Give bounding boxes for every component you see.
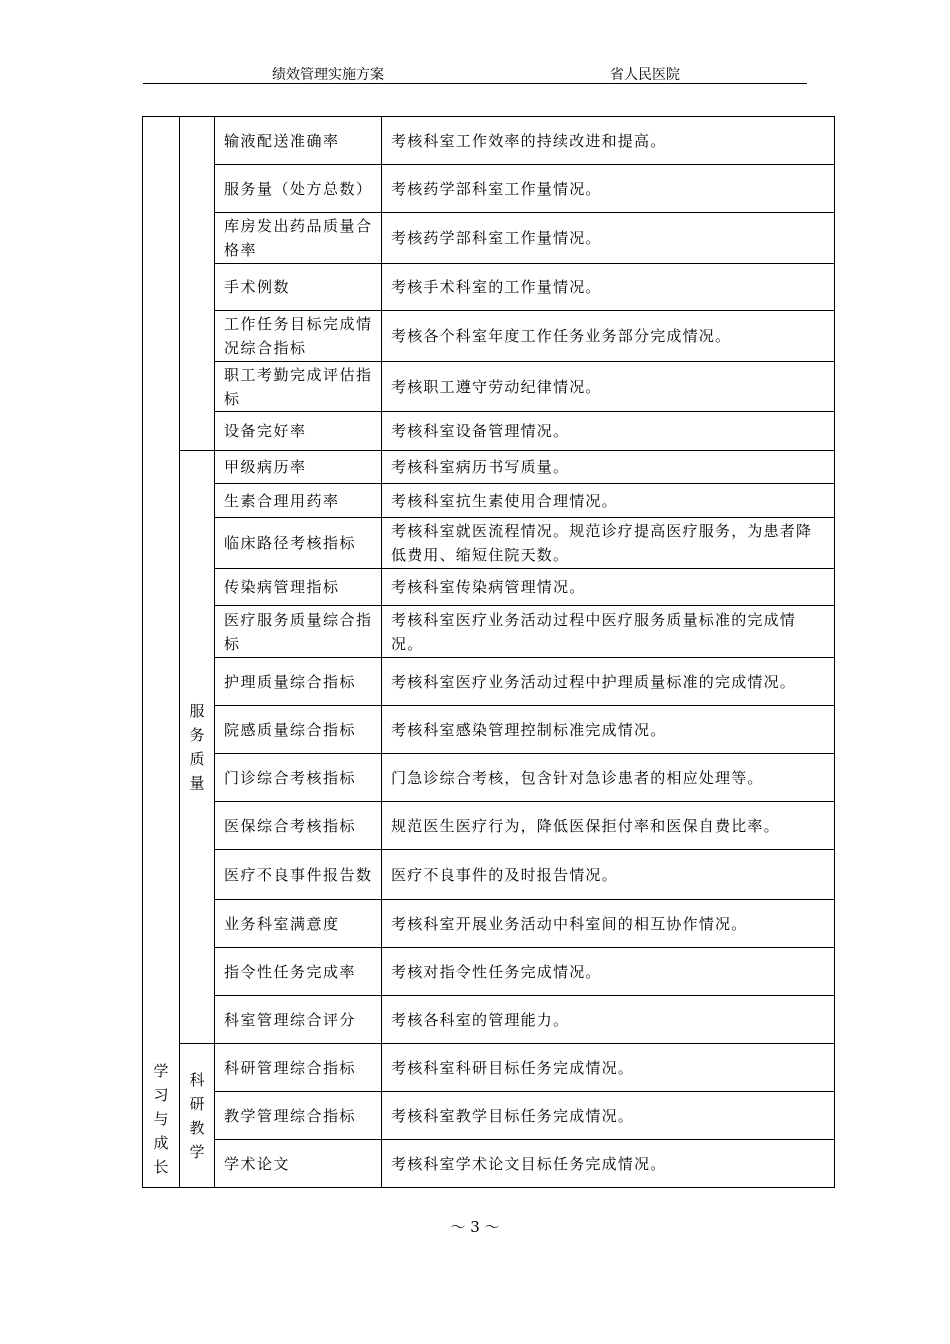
indicator-name: 设备完好率 [215,412,382,451]
table-row [143,484,835,518]
indicator-name: 输液配送准确率 [215,117,382,165]
indicator-desc: 考核手术科室的工作量情况。 [382,264,835,311]
indicator-name: 门诊综合考核指标 [215,754,382,802]
table-row [143,658,835,706]
indicator-desc: 考核科室工作效率的持续改进和提高。 [382,117,835,165]
table-row [143,996,835,1044]
table-row [143,311,835,362]
indicator-desc: 考核对指令性任务完成情况。 [382,948,835,996]
indicator-name: 服务量（处方总数） [215,165,382,213]
page-number: ～ 3 ～ [450,1218,500,1236]
indicator-desc: 考核科室感染管理控制标准完成情况。 [382,706,835,754]
table-row [143,1092,835,1140]
table-row [143,900,835,948]
table-row [143,802,835,850]
table-row [143,451,835,484]
indicator-desc: 考核科室开展业务活动中科室间的相互协作情况。 [382,900,835,948]
indicator-desc: 门急诊综合考核，包含针对急诊患者的相应处理等。 [382,754,835,802]
table-row [143,606,835,658]
indicator-desc: 考核科室病历书写质量。 [382,451,835,484]
table-row [143,948,835,996]
indicator-name: 学术论文 [215,1140,382,1188]
indicator-desc: 考核科室就医流程情况。规范诊疗提高医疗服务，为患者降低费用、缩短住院天数。 [382,518,835,569]
indicator-desc: 考核药学部科室工作量情况。 [382,213,835,264]
indicator-name: 医疗服务质量综合指标 [215,606,382,658]
indicator-desc: 医疗不良事件的及时报告情况。 [382,850,835,900]
indicator-name: 职工考勤完成评估指标 [215,362,382,412]
indicator-name: 指令性任务完成率 [215,948,382,996]
table-row [143,213,835,264]
header-rule [143,83,807,84]
indicator-name: 手术例数 [215,264,382,311]
indicator-name: 护理质量综合指标 [215,658,382,706]
table-row [143,117,835,165]
table-row [143,165,835,213]
table-row [143,362,835,412]
indicator-name: 库房发出药品质量合格率 [215,213,382,264]
indicator-desc: 考核科室教学目标任务完成情况。 [382,1092,835,1140]
indicator-name: 教学管理综合指标 [215,1092,382,1140]
indicator-desc: 考核科室医疗业务活动过程中医疗服务质量标准的完成情况。 [382,606,835,658]
indicator-desc: 考核科室传染病管理情况。 [382,569,835,606]
table-row [143,264,835,311]
header-document-title: 绩效管理实施方案 [272,67,384,83]
table-row [143,412,835,451]
group-label-research: 科研教学 [189,1070,205,1161]
header-organization: 省人民医院 [610,67,680,83]
indicator-desc: 考核科室抗生素使用合理情况。 [382,484,835,518]
indicator-table [142,116,835,1188]
indicator-desc: 考核科室科研目标任务完成情况。 [382,1044,835,1092]
table-row [143,754,835,802]
group-cell-research [180,1044,215,1188]
indicator-desc: 考核药学部科室工作量情况。 [382,165,835,213]
indicator-desc: 规范医生医疗行为，降低医保拒付率和医保自费比率。 [382,802,835,850]
indicator-name: 传染病管理指标 [215,569,382,606]
table-row [143,518,835,569]
indicator-name: 临床路径考核指标 [215,518,382,569]
category-label: 学习与成长 [153,1062,169,1176]
indicator-name: 工作任务目标完成情况综合指标 [215,311,382,362]
indicator-desc: 考核科室设备管理情况。 [382,412,835,451]
indicator-name: 医保综合考核指标 [215,802,382,850]
indicator-name: 生素合理用药率 [215,484,382,518]
category-cell [143,117,180,1188]
table-row [143,1140,835,1188]
indicator-name: 科室管理综合评分 [215,996,382,1044]
table-row [143,569,835,606]
indicator-desc: 考核各个科室年度工作任务业务部分完成情况。 [382,311,835,362]
group-cell-empty [180,117,215,451]
indicator-desc: 考核职工遵守劳动纪律情况。 [382,362,835,412]
table-row [143,1044,835,1092]
indicator-name: 甲级病历率 [215,451,382,484]
indicator-name: 业务科室满意度 [215,900,382,948]
indicator-name: 科研管理综合指标 [215,1044,382,1092]
indicator-desc: 考核各科室的管理能力。 [382,996,835,1044]
group-label-service: 服务质量 [189,702,205,792]
indicator-desc: 考核科室学术论文目标任务完成情况。 [382,1140,835,1188]
group-cell-service [180,451,215,1044]
table-row [143,706,835,754]
indicator-name: 医疗不良事件报告数 [215,850,382,900]
indicator-desc: 考核科室医疗业务活动过程中护理质量标准的完成情况。 [382,658,835,706]
table-row [143,850,835,900]
indicator-name: 院感质量综合指标 [215,706,382,754]
